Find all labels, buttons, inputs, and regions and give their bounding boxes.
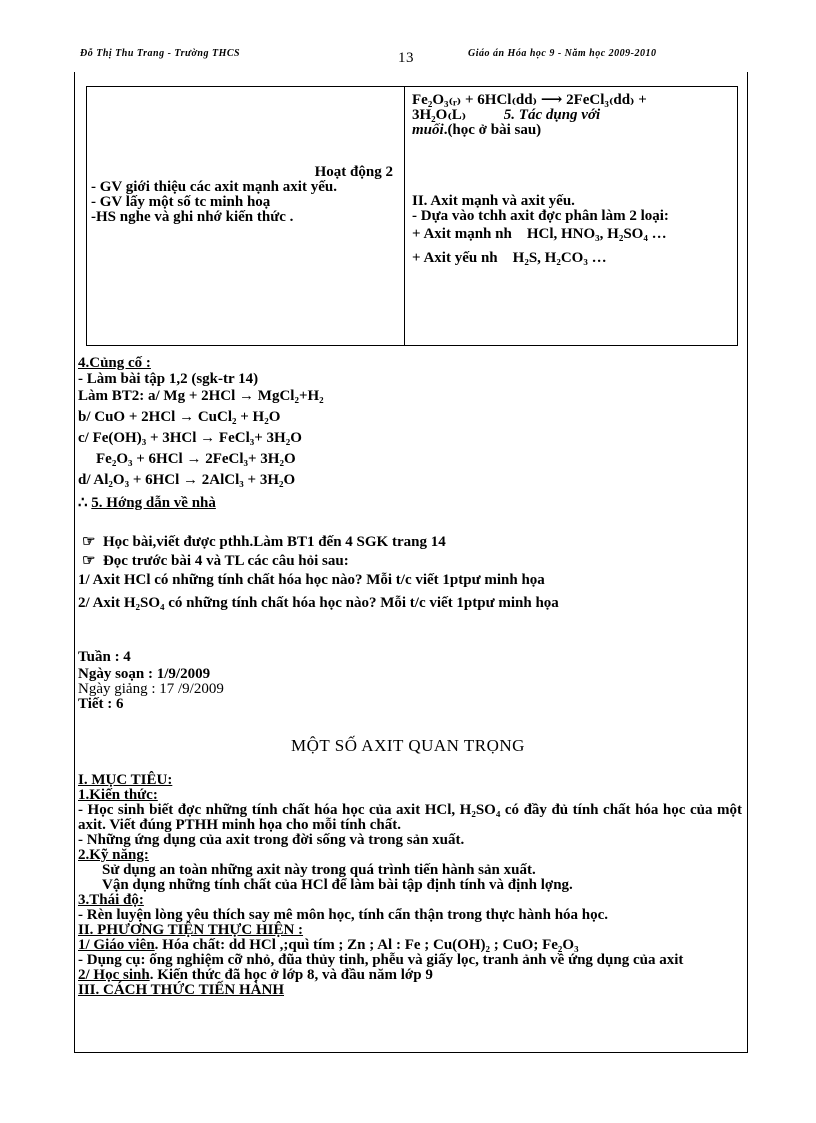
activity-line: - GV lấy một số tc minh hoạ xyxy=(91,194,271,210)
section-5-label: 5. Tác dụng với xyxy=(503,107,601,123)
strong-acid-line xyxy=(412,227,732,242)
lesson-meta xyxy=(78,650,224,712)
student-label: 2/ Học sinh xyxy=(78,967,150,983)
homework-bullet-text: Học bài,viết được pthh.Làm BT1 đến 4 SGK trang 14 xyxy=(102,534,446,550)
table-divider xyxy=(404,87,405,345)
question-1: 1/ Axit HCl có những tính chất hóa học nào? Mỗi t/c viết 1ptpư minh họa xyxy=(78,572,545,588)
teacher-label: 1/ Giáo viên xyxy=(78,937,155,953)
equation-line: Fe₂O₃₍ᵣ₎ + 6HCl₍dd₎ ⟶ 2FeCl₃₍dd₎ + xyxy=(412,92,647,108)
homework-bullet-text: Đọc trước bài 4 và TL các câu hỏi sau: xyxy=(102,553,349,569)
section-5-word: muối xyxy=(412,122,444,138)
weak-acid-prefix: + Axit yếu nh xyxy=(412,250,498,266)
week-label: Tuần : 4 xyxy=(78,649,131,665)
pointing-hand-icon: ☞ xyxy=(82,553,96,569)
lesson-title: MỘT SỐ AXIT QUAN TRỌNG xyxy=(291,736,525,755)
equation-product: 3H₂O₍L₎ xyxy=(412,107,467,123)
objectives-section xyxy=(78,773,742,998)
pointing-hand-icon: ☞ xyxy=(82,534,96,550)
means-heading: II. PHƯƠNG TIỆN THỰC HIỆN : xyxy=(78,922,304,938)
equation-d: d/ Al₂O₃ + 6HCl → 2AlCl₃ + 3H₂O xyxy=(78,472,296,488)
homework-bullet xyxy=(78,552,559,571)
weak-acid-values: H₂S, H₂CO₃ … xyxy=(512,250,607,266)
homework-bullet xyxy=(78,533,559,552)
method-heading: III. CÁCH THỨC TIẾN HÀNH xyxy=(78,982,285,998)
content-cell xyxy=(412,93,732,266)
objectives-heading: I. MỤC TIÊU: xyxy=(78,772,173,788)
header-left-text: Đỗ Thị Thu Trang - Trường THCS xyxy=(80,48,241,59)
homework-heading: 5. Hớng dẫn về nhà xyxy=(91,495,216,511)
knowledge-heading: 1.Kiến thức: xyxy=(78,787,158,803)
classification-line: - Dựa vào tchh axit đợc phân làm 2 loại: xyxy=(412,208,669,224)
teacher-text: . Hóa chất: dd HCl ,;quì tím ; Zn ; Al : Fe ; Cu(OH)₂ ; CuO; Fe₂O₃ xyxy=(154,937,579,953)
section-5-note: .(học ở bài sau) xyxy=(443,122,542,138)
weak-acid-line xyxy=(412,251,732,266)
consolidation-line: - Làm bài tập 1,2 (sgk-tr 14) xyxy=(78,371,259,387)
strong-acid-values: HCl, HNO₃, H₂SO₄ … xyxy=(526,226,667,242)
student-text: . Kiến thức đã học ở lớp 8, và đầu năm lớp 9 xyxy=(149,967,433,983)
activity-heading: Hoạt động 2 xyxy=(314,164,393,180)
student-means xyxy=(78,968,742,983)
teacher-means xyxy=(78,938,742,953)
strong-acid-prefix: + Axit mạnh nh xyxy=(412,226,512,242)
attitude-text: - Rèn luyện lòng yêu thích say mê môn học, tính cẩn thận trong thực hành hóa học. xyxy=(78,907,609,923)
consolidation-section xyxy=(78,356,559,613)
equation-line-2 xyxy=(412,108,732,123)
skills-text: Sử dụng an toàn những axit này trong quá trình tiến hành sản xuất. xyxy=(102,862,536,878)
activity-table xyxy=(86,86,738,346)
skills-text-2: Vận dụng những tính chất của HCl để làm bài tập định tính và định lợng. xyxy=(102,877,573,893)
skills-heading: 2.Kỹ năng: xyxy=(78,847,149,863)
equation-b: b/ CuO + 2HCl → CuCl₂ + H₂O xyxy=(78,409,281,425)
question-2: 2/ Axit H₂SO₄ có những tính chất hóa học nào? Mỗi t/c viết 1ptpư minh họa xyxy=(78,595,559,611)
dots-icon: ∴ xyxy=(78,495,88,511)
equation-c1: c/ Fe(OH)₃ + 3HCl → FeCl₃+ 3H₂O xyxy=(78,430,302,446)
period-label: Tiết : 6 xyxy=(78,696,124,712)
tools-text: - Dụng cụ: ống nghiệm cỡ nhỏ, đũa thủy tinh, phễu và giấy lọc, tranh ảnh về ứng dụng của axit xyxy=(78,952,684,968)
activity-line: - GV giới thiệu các axit mạnh axit yếu. xyxy=(91,179,337,195)
knowledge-text-2: - Những ứng dụng của axit trong đời sống và trong sản xuất. xyxy=(78,832,465,848)
attitude-heading: 3.Thái độ: xyxy=(78,892,144,908)
equation-c2: Fe₂O₃ + 6HCl → 2FeCl₃+ 3H₂O xyxy=(96,451,296,467)
equation-a: Làm BT2: a/ Mg + 2HCl → MgCl₂+H₂ xyxy=(78,388,324,404)
prep-date: Ngày soạn : 1/9/2009 xyxy=(78,666,211,682)
consolidation-heading: 4.Củng cố : xyxy=(78,355,151,371)
knowledge-text: - Học sinh biết đợc những tính chất hóa học của axit HCl, H₂SO₄ có đầy đủ tính chất hóa học của một axit. Viết đúng PTHH minh họa cho mỗi tính chất. xyxy=(78,802,742,833)
activity-line: -HS nghe và ghi nhớ kiến thức . xyxy=(91,209,294,225)
header-right-text: Giáo án Hóa học 9 - Năm học 2009-2010 xyxy=(468,48,657,59)
teach-date: Ngày giảng : 17 /9/2009 xyxy=(78,681,224,697)
section-5-line xyxy=(412,123,732,138)
section-2-heading: II. Axit mạnh và axit yếu. xyxy=(412,193,575,209)
teacher-student-cell xyxy=(91,165,397,225)
page-number: 13 xyxy=(398,50,414,66)
homework-heading-line xyxy=(78,494,559,513)
